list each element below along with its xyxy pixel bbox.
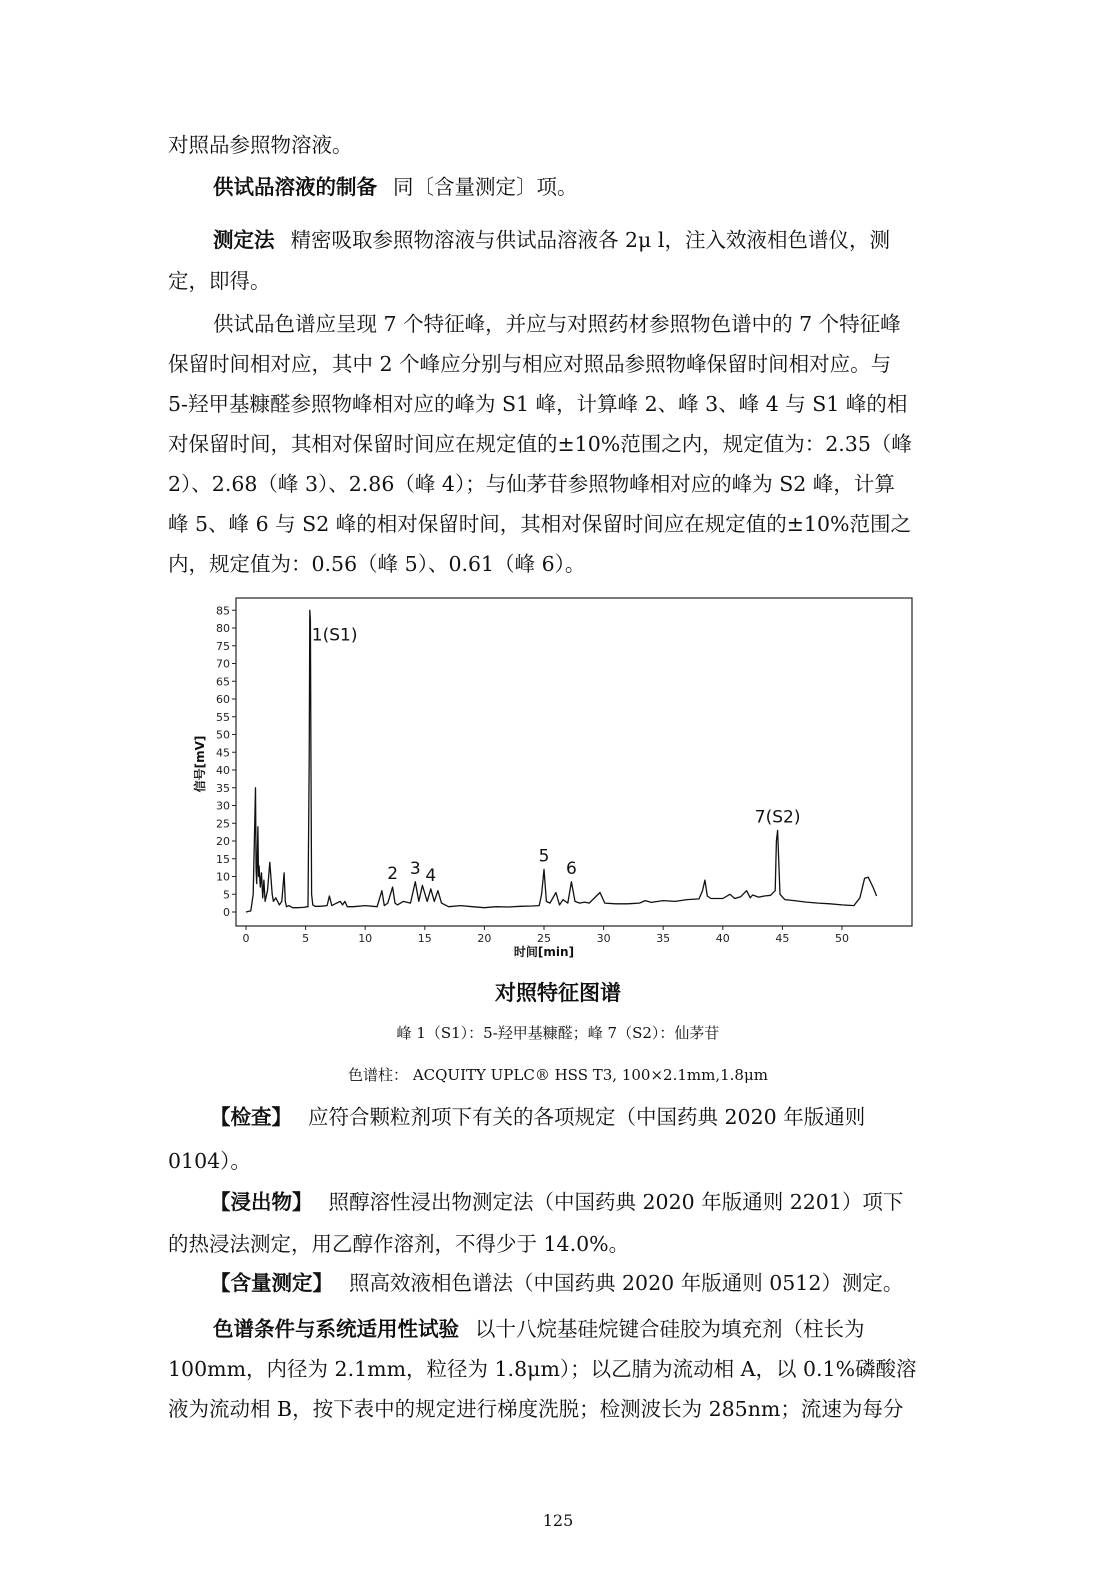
peak-label: 2 — [387, 864, 399, 885]
y-tick-label: 40 — [216, 764, 230, 777]
y-tick-label: 25 — [216, 817, 230, 831]
paragraph-line: 液为流动相 B，按下表中的规定进行梯度洗脱；检测波长为 285nm；流速为每分 — [168, 1397, 904, 1421]
section-heading-check: 【检查】 — [210, 1105, 292, 1129]
x-tick-label: 5 — [302, 932, 310, 945]
x-tick-label: 20 — [477, 932, 492, 945]
paragraph-prep — [213, 172, 578, 202]
peak-label: 6 — [566, 858, 577, 879]
section-text-cond: 以十八烷基硅烷键合硅胶为填充剂（柱长为 — [475, 1317, 865, 1341]
section-heading-cond: 色谱条件与系统适用性试验 — [213, 1317, 459, 1341]
paragraph-line: 精密吸取参照物溶液与供试品溶液各 2μ l，注入效液相色谱仪，测 — [290, 228, 890, 252]
paragraph-line: 峰 5、峰 6 与 S2 峰的相对保留时间，其相对保留时间应在规定值的±10%范围之 — [168, 512, 911, 536]
paragraph-method — [213, 225, 890, 255]
section-text-extract: 照醇溶性浸出物测定法（中国药典 2020 年版通则 2201）项下 — [328, 1190, 904, 1214]
page-number: 125 — [542, 1511, 574, 1530]
peak-label: 3 — [409, 858, 421, 879]
section-heading-extract: 【浸出物】 — [210, 1190, 313, 1214]
section-heading-assay: 【含量测定】 — [210, 1271, 333, 1295]
paragraph-line: 定，即得。 — [168, 269, 271, 293]
x-tick-label: 15 — [417, 932, 432, 945]
y-tick-label: 0 — [223, 906, 230, 919]
paragraph-extract — [210, 1187, 903, 1217]
y-tick-label: 15 — [216, 852, 230, 866]
section-text-check: 应符合颗粒剂项下有关的各项规定（中国药典 2020 年版通则 — [308, 1105, 866, 1129]
figure-note-peaks: 峰 1（S1）：5-羟甲基糠醛；峰 7（S2）：仙茅苷 — [396, 1024, 720, 1042]
y-tick-label: 75 — [216, 639, 230, 653]
paragraph-line: 100mm，内径为 2.1mm，粒径为 1.8μm）；以乙腈为流动相 A，以 0.1%磷酸溶 — [168, 1357, 917, 1381]
paragraph-line: 5-羟甲基糠醛参照物峰相对应的峰为 S1 峰，计算峰 2、峰 3、峰 4 与 S1 峰的相 — [168, 392, 908, 416]
paragraph-line: 供试品色谱应呈现 7 个特征峰，并应与对照药材参照物色谱中的 7 个特征峰 — [213, 312, 901, 336]
y-tick-label: 60 — [216, 693, 230, 706]
paragraph-check — [210, 1102, 865, 1132]
y-tick-label: 20 — [216, 835, 230, 848]
section-heading-method: 测定法 — [213, 228, 275, 252]
y-tick-label: 55 — [216, 710, 230, 724]
y-tick-label: 35 — [216, 781, 230, 795]
y-tick-label: 65 — [216, 675, 230, 689]
paragraph-assay — [210, 1268, 903, 1298]
peak-label: 4 — [425, 865, 437, 886]
x-tick-label: 0 — [242, 932, 250, 945]
x-tick-label: 40 — [715, 932, 730, 945]
y-tick-label: 45 — [216, 746, 230, 760]
x-tick-label: 30 — [596, 932, 611, 945]
y-tick-label: 85 — [216, 604, 230, 618]
peak-label: 5 — [538, 846, 550, 867]
x-axis-label: 时间[min] — [513, 945, 575, 959]
x-tick-label: 45 — [775, 932, 790, 945]
paragraph-line: 2）、2.68（峰 3）、2.86（峰 4）；与仙茅苷参照物峰相对应的峰为 S2 峰，计算 — [168, 472, 895, 496]
x-tick-label: 35 — [656, 932, 671, 945]
y-tick-label: 10 — [216, 870, 230, 884]
x-tick-label: 50 — [835, 932, 849, 945]
paragraph-line: 对保留时间，其相对保留时间应在规定值的±10%范围之内，规定值为：2.35（峰 — [168, 432, 912, 456]
section-text-assay: 照高效液相色谱法（中国药典 2020 年版通则 0512）测定。 — [349, 1271, 904, 1295]
figure-note-column: 色谱柱： ACQUITY UPLC® HSS T3, 100×2.1mm,1.8μm — [348, 1066, 768, 1084]
y-tick-label: 30 — [216, 799, 230, 813]
peak-label: 1(S1) — [311, 625, 358, 646]
paragraph-line: 保留时间相对应，其中 2 个峰应分别与相应对照品参照物峰保留时间相对应。与 — [168, 352, 892, 376]
y-tick-label: 50 — [216, 728, 230, 742]
y-tick-label: 5 — [223, 888, 230, 902]
paragraph-line: 的热浸法测定，用乙醇作溶剂，不得少于 14.0%。 — [168, 1232, 630, 1256]
x-tick-label: 25 — [537, 932, 551, 945]
y-axis-label: 信号[mV] — [193, 735, 207, 793]
x-tick-label: 10 — [358, 932, 373, 945]
peak-label: 7(S2) — [754, 807, 801, 828]
y-tick-label: 80 — [216, 622, 230, 635]
chromatogram-chart — [190, 590, 930, 968]
y-tick-label: 70 — [216, 657, 230, 671]
paragraph-line: 0104）。 — [168, 1149, 251, 1173]
paragraph-line: 内，规定值为：0.56（峰 5）、0.61（峰 6）。 — [168, 552, 586, 576]
section-heading-prep: 供试品溶液的制备 — [213, 175, 377, 199]
chromatogram-trace — [246, 610, 877, 912]
paragraph-cond — [213, 1314, 865, 1344]
paragraph-line: 对照品参照物溶液。 — [168, 133, 353, 157]
figure-title: 对照特征图谱 — [495, 981, 621, 1005]
section-text-prep: 同〔含量测定〕项。 — [393, 175, 578, 199]
